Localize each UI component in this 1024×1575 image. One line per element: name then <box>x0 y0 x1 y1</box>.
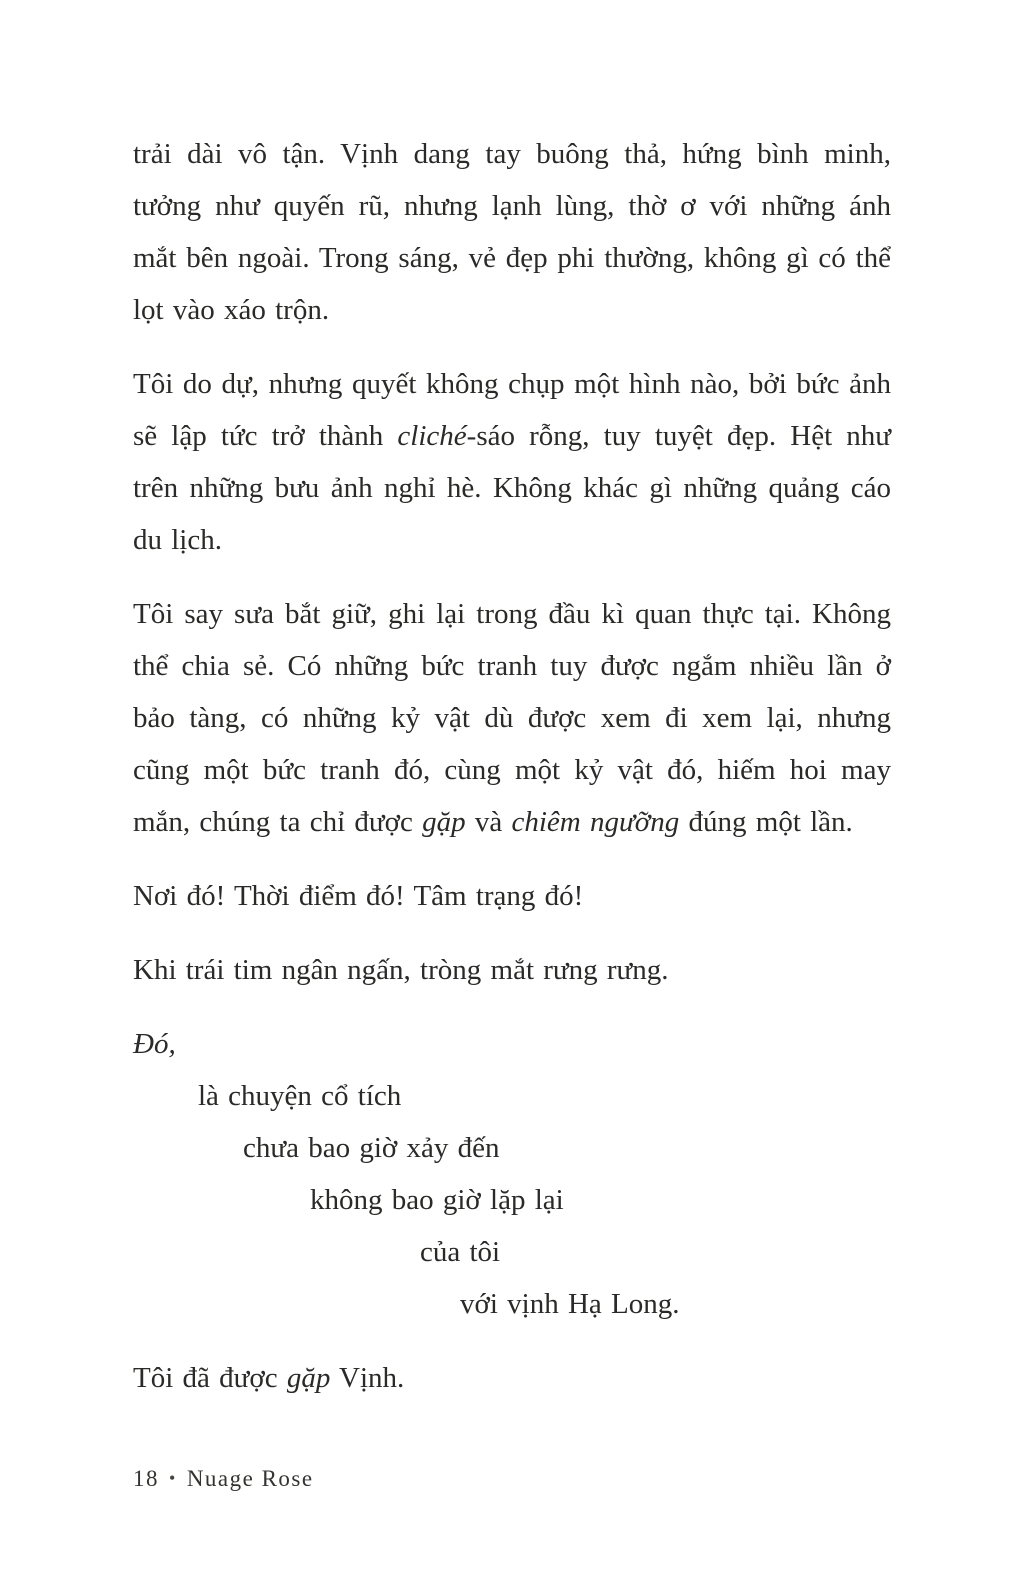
text-segment: của tôi <box>420 1236 501 1268</box>
page-number: 18 <box>133 1466 159 1491</box>
book-title: Nuage Rose <box>186 1466 314 1491</box>
italic-text-segment: cliché <box>397 420 467 452</box>
footer-separator: • <box>169 1468 177 1488</box>
text-segment: và <box>465 806 512 838</box>
paragraph <box>133 944 891 996</box>
page-footer <box>133 1466 314 1492</box>
text-segment: Tôi say sưa bắt giữ, ghi lại trong đầu kì quan thực tại. Không thể chia sẻ. Có những bức tranh tuy được ngắm nhiều lần ở bảo tàng, có những kỷ vật dù được xem đi xem lại, nhưng cũng một bức tranh đó, cùng một kỷ vật đó, hiếm hoi may mắn, chúng ta chỉ được <box>133 598 891 838</box>
text-segment: trải dài vô tận. Vịnh dang tay buông thả, hứng bình minh, tưởng như quyến rũ, nhưng lạnh lùng, thờ ơ với những ánh mắt bên ngoài. Trong sáng, vẻ đẹp phi thường, không gì có thể lọt vào xáo trộn. <box>133 138 891 326</box>
text-segment: chưa bao giờ xảy đến <box>243 1132 500 1164</box>
text-segment: với vịnh Hạ Long. <box>460 1288 680 1320</box>
text-segment: Tôi do dự, nhưng quyết không chụp một hình nào, bởi bức ảnh sẽ lập tức trở thành <box>133 368 891 452</box>
verse-line <box>460 1278 891 1330</box>
text-segment: Khi trái tim ngân ngấn, tròng mắt rưng rưng. <box>133 954 669 986</box>
paragraph <box>133 1018 891 1070</box>
text-segment: không bao giờ lặp lại <box>310 1184 564 1216</box>
italic-text-segment: chiêm ngưỡng <box>511 806 680 838</box>
paragraph <box>133 1352 891 1404</box>
italic-text-segment: Đó, <box>133 1028 176 1060</box>
page-content <box>133 128 891 1404</box>
text-segment: Vịnh. <box>330 1362 405 1394</box>
text-segment: là chuyện cổ tích <box>198 1080 402 1112</box>
verse-line <box>420 1226 891 1278</box>
italic-text-segment: gặp <box>422 806 466 838</box>
paragraph <box>133 588 891 848</box>
text-segment: -sáo rỗng, tuy tuyệt đẹp. Hệt như trên những bưu ảnh nghỉ hè. Không khác gì những quảng cáo du lịch. <box>133 420 891 556</box>
italic-text-segment: gặp <box>286 1362 331 1394</box>
text-segment: Tôi đã được <box>133 1362 287 1394</box>
paragraph <box>133 358 891 566</box>
text-segment: đúng một lần. <box>679 806 853 838</box>
verse-line <box>243 1122 891 1174</box>
verse-line <box>310 1174 891 1226</box>
verse-line <box>198 1070 891 1122</box>
paragraph <box>133 128 891 336</box>
paragraph <box>133 870 891 922</box>
text-segment: Nơi đó! Thời điểm đó! Tâm trạng đó! <box>133 880 584 912</box>
